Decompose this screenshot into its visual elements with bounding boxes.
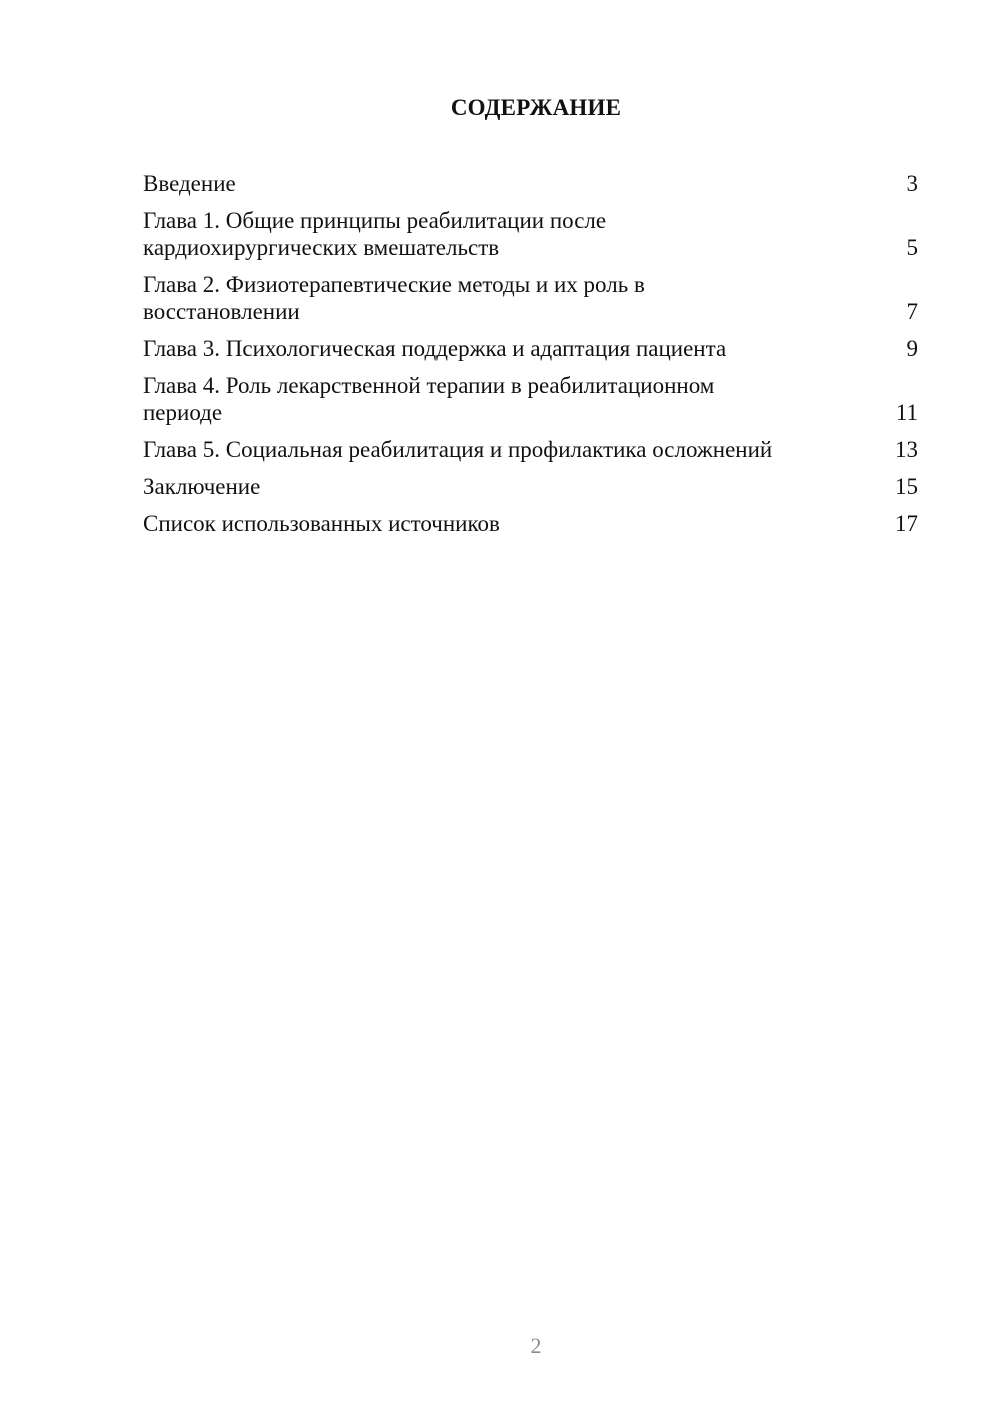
toc-item-page: 3	[906, 171, 918, 196]
toc-item-page: 7	[906, 299, 918, 324]
toc-item-page: 15	[895, 474, 918, 499]
toc-item-chapter-2	[143, 271, 918, 325]
toc-item-label: Глава 1. Общие принципы реабилитации после кардиохирургических вмешательств	[143, 208, 607, 260]
page-number: 2	[530, 1333, 542, 1358]
toc-item-label: Глава 5. Социальная реабилитация и профилактика осложнений	[143, 437, 773, 462]
toc-item-page: 9	[906, 336, 918, 361]
toc-item-chapter-4	[143, 372, 918, 426]
toc-item-page: 11	[895, 400, 918, 425]
toc-item-chapter-1	[143, 207, 918, 261]
toc-item-label: Глава 2. Физиотерапевтические методы и их роль в восстановлении	[143, 272, 645, 324]
toc-item-page: 17	[895, 511, 918, 536]
toc-item-label: Глава 3. Психологическая поддержка и адаптация пациента	[143, 336, 727, 361]
toc-item-references	[143, 510, 918, 537]
toc-item-label: Глава 4. Роль лекарственной терапии в реабилитационном периоде	[143, 373, 715, 425]
toc-item-page: 13	[895, 437, 918, 462]
toc-item-label: Заключение	[143, 474, 261, 499]
toc-item-chapter-3	[143, 335, 918, 362]
toc-item-label: Введение	[143, 171, 236, 196]
table-of-contents	[143, 170, 918, 547]
toc-item-chapter-5	[143, 436, 918, 463]
toc-item-introduction	[143, 170, 918, 197]
toc-item-page: 5	[906, 235, 918, 260]
page-title: СОДЕРЖАНИЕ	[450, 95, 622, 120]
toc-item-label: Список использованных источников	[143, 511, 500, 536]
toc-item-conclusion	[143, 473, 918, 500]
